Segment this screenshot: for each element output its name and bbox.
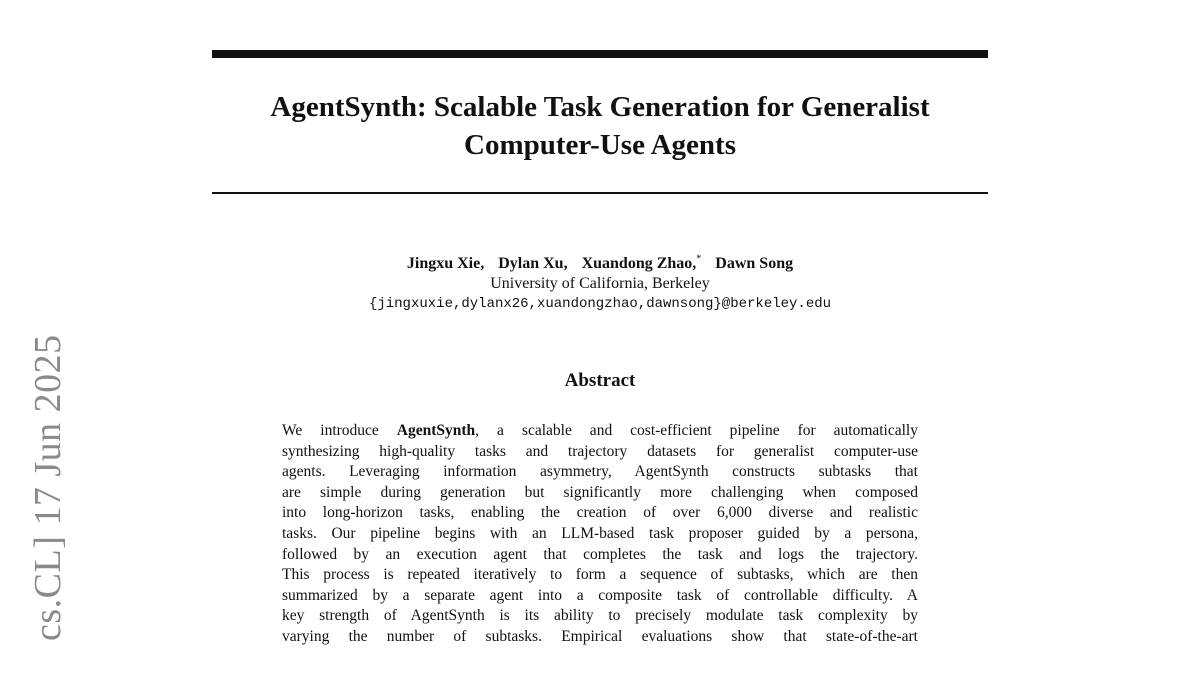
- abstract-line: into long-horizon tasks, enabling the creation of over 6,000 diverse and realistic: [282, 504, 918, 522]
- abstract-line: agents. Leveraging information asymmetry, AgentSynth constructs subtasks that: [282, 463, 918, 481]
- abstract-line: are simple during generation but significantly more challenging when composed: [282, 483, 918, 501]
- top-rule: [212, 50, 988, 58]
- abstract-text: We introduce: [282, 422, 397, 439]
- author-name: Dawn Song: [715, 255, 794, 273]
- author-name-text: Xuandong Zhao,: [581, 255, 697, 273]
- abstract-line: [282, 421, 918, 442]
- title-line-2: Computer-Use Agents: [464, 129, 736, 161]
- author-names: [212, 250, 988, 274]
- abstract-heading: Abstract: [564, 370, 636, 391]
- title-line-1: AgentSynth: Scalable Task Generation for Generalist: [270, 91, 930, 123]
- abstract-line: This process is repeated iteratively to form a sequence of subtasks, which are then: [282, 566, 918, 584]
- abstract-line: followed by an execution agent that completes the task and logs the trajectory.: [282, 545, 918, 563]
- author-name: Jingxu Xie,: [406, 255, 485, 273]
- arxiv-stamp: cs.CL] 17 Jun 2025: [27, 334, 69, 641]
- paper-title: [212, 88, 988, 164]
- abstract-line: synthesizing high-quality tasks and trajectory datasets for generalist computer-use: [282, 442, 918, 460]
- abstract-body: [282, 421, 918, 648]
- abstract-line: key strength of AgentSynth is its ability to precisely modulate task complexity by: [282, 607, 918, 625]
- title-rule: [212, 192, 988, 194]
- abstract-line: varying the number of subtasks. Empirical evaluations show that state-of-the-art: [282, 627, 918, 645]
- abstract-bold-term: AgentSynth: [396, 422, 476, 439]
- author-name: [582, 255, 702, 272]
- author-block: [212, 250, 988, 314]
- abstract-line: summarized by a separate agent into a composite task of controllable difficulty. A: [282, 586, 918, 604]
- email: {jingxuxie,dylanx26,xuandongzhao,dawnsong}@berkeley.edu: [368, 296, 832, 313]
- abstract-line: tasks. Our pipeline begins with an LLM-based task proposer guided by a persona,: [282, 524, 918, 542]
- author-name: Dylan Xu,: [498, 255, 568, 273]
- author-footnote-mark: *: [696, 254, 702, 265]
- abstract-text: , a scalable and cost-efficient pipeline for automatically: [475, 422, 918, 439]
- affiliation: University of California, Berkeley: [490, 275, 710, 293]
